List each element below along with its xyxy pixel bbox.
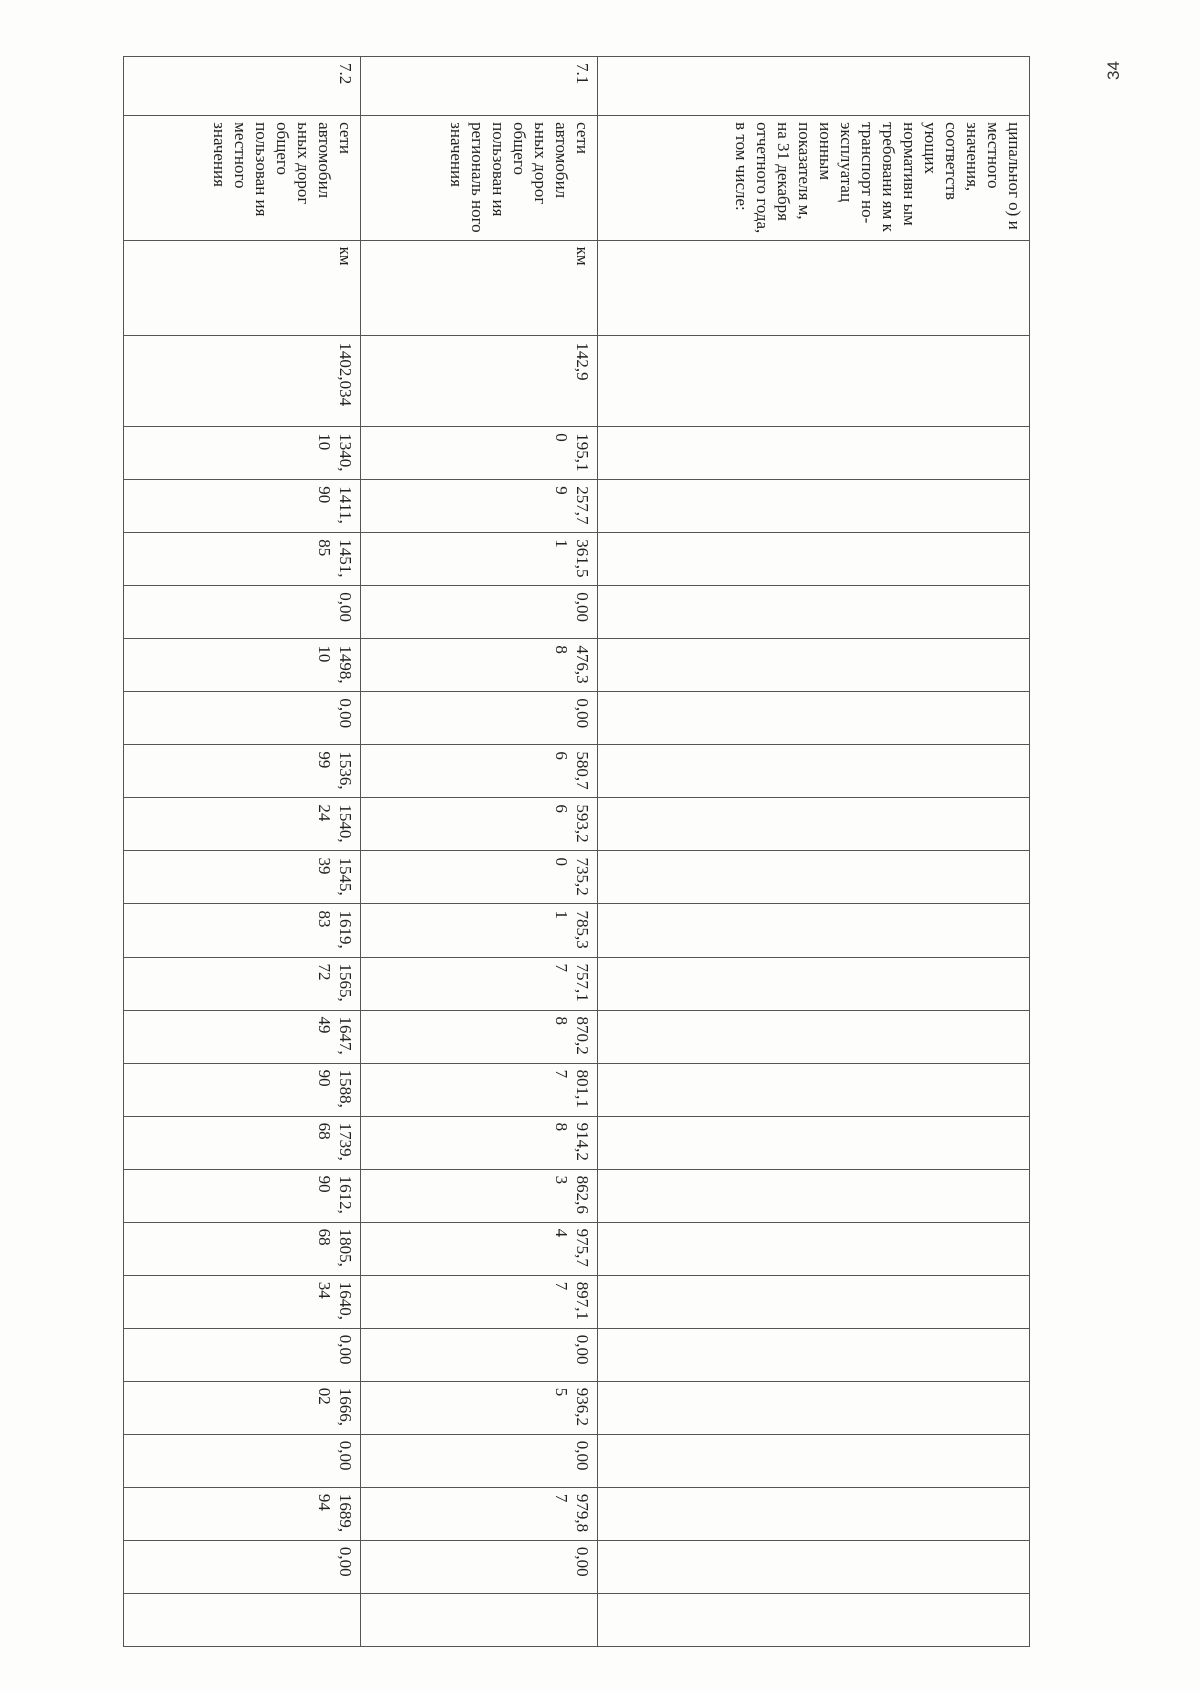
row-value: 801,17 [552, 1069, 592, 1108]
value-cell [361, 1010, 598, 1063]
value-cell [124, 957, 361, 1010]
row-value: 0,00 [336, 1334, 355, 1365]
row-value: 785,31 [552, 910, 592, 949]
value-cell [361, 1381, 598, 1434]
value-cell [598, 1116, 1030, 1169]
value-cell [598, 1010, 1030, 1063]
row-value: 1565,72 [315, 963, 355, 1002]
value-cell [598, 1540, 1030, 1593]
row-value: 580,76 [552, 751, 592, 790]
value-cell [598, 1222, 1030, 1275]
value-cell [598, 639, 1030, 692]
table-row [124, 57, 361, 1647]
value-cell [124, 1169, 361, 1222]
indicators-table [123, 56, 1030, 1647]
row-label: сети автомобил ьных дорог общего пользован ия региональ ного значения [361, 116, 598, 240]
value-cell [124, 1222, 361, 1275]
row-unit: км [124, 240, 361, 336]
row-value: 1647,49 [315, 1016, 355, 1055]
row-value: 476,38 [552, 645, 592, 684]
row-value: 142,9 [573, 342, 592, 381]
value-cell [361, 1593, 598, 1646]
row-value: 0,00 [573, 1334, 592, 1365]
row-value: 897,17 [552, 1281, 592, 1320]
value-cell [598, 586, 1030, 639]
value-cell [124, 336, 361, 427]
value-cell [124, 480, 361, 533]
value-cell [598, 533, 1030, 586]
row-value: 1536,99 [315, 751, 355, 790]
value-cell [124, 1381, 361, 1434]
indicator-label: ципальног о) и местного значения, соответств ующих нормативн ым требовани ям к транспорт но-эксплуатац ионным показателя м, на 31 декабря отчетного года, в том числе: [732, 122, 1024, 234]
value-cell [361, 1540, 598, 1593]
row-value: 1805,68 [315, 1228, 355, 1267]
value-cell [124, 1010, 361, 1063]
row-value: 0,00 [573, 698, 592, 729]
value-cell [124, 1275, 361, 1328]
table-row [361, 57, 598, 1647]
value-cell [124, 639, 361, 692]
row-value: 914,28 [552, 1122, 592, 1161]
value-cell [361, 957, 598, 1010]
value-cell [598, 1381, 1030, 1434]
value-cell [124, 533, 361, 586]
row-value: 1498,10 [315, 645, 355, 684]
row-value: 1588,90 [315, 1069, 355, 1108]
row-value: 0,00 [336, 698, 355, 729]
row-value: 0,00 [573, 1440, 592, 1471]
row-value: 1739,68 [315, 1122, 355, 1161]
row-value: 1402,034 [336, 342, 355, 407]
value-cell [361, 1063, 598, 1116]
row-value: 979,87 [552, 1493, 592, 1533]
value-cell [124, 851, 361, 904]
indicator-label-cell [598, 116, 1030, 240]
value-cell [361, 1116, 598, 1169]
value-cell [124, 798, 361, 851]
value-cell [598, 851, 1030, 904]
value-cell [598, 1434, 1030, 1487]
value-cell [124, 1063, 361, 1116]
value-cell [124, 1540, 361, 1593]
value-cell [598, 1063, 1030, 1116]
value-cell [124, 1116, 361, 1169]
row-value: 0,00 [336, 1440, 355, 1471]
value-cell [361, 427, 598, 480]
row-value: 1451,85 [315, 539, 355, 578]
row-value: 257,79 [552, 486, 592, 525]
page-number: 34 [1104, 61, 1123, 80]
row-value: 1545,39 [315, 857, 355, 896]
value-cell [598, 957, 1030, 1010]
value-cell [124, 586, 361, 639]
value-cell [124, 1434, 361, 1487]
value-cell [598, 1328, 1030, 1381]
value-cell [124, 904, 361, 957]
value-cell [361, 1275, 598, 1328]
value-cell [598, 1593, 1030, 1646]
value-cell [598, 745, 1030, 798]
row-label: сети автомобил ьных дорог общего пользован ия местного значения [124, 116, 361, 240]
value-cell [124, 1487, 361, 1540]
value-cell [124, 1593, 361, 1646]
row-value: 1612,90 [315, 1175, 355, 1214]
value-cell [598, 427, 1030, 480]
row-value: 0,00 [336, 592, 355, 623]
value-cell [598, 692, 1030, 745]
row-value: 757,17 [552, 963, 592, 1002]
row-value: 0,00 [573, 592, 592, 623]
value-cell [361, 586, 598, 639]
row-value: 1540,24 [315, 804, 355, 843]
value-cell [361, 1222, 598, 1275]
code-cell [598, 57, 1030, 116]
value-cell [598, 1275, 1030, 1328]
row-value: 1689,94 [315, 1493, 355, 1533]
value-cell [361, 692, 598, 745]
row-value: 0,00 [336, 1546, 355, 1577]
row-value: 975,74 [552, 1228, 592, 1267]
row-value: 862,63 [552, 1175, 592, 1214]
rotated-sheet [124, 56, 1030, 1646]
value-cell [361, 745, 598, 798]
value-cell [361, 1328, 598, 1381]
row-value: 936,25 [552, 1387, 592, 1426]
row-value: 361,51 [552, 539, 592, 578]
value-cell [124, 745, 361, 798]
row-code: 7.1 [361, 57, 598, 116]
value-cell [124, 692, 361, 745]
value-cell [598, 1487, 1030, 1540]
row-value: 1340,10 [315, 433, 355, 472]
value-cell [598, 480, 1030, 533]
value-cell [361, 1487, 598, 1540]
value-cell [361, 533, 598, 586]
value-cell [361, 1169, 598, 1222]
value-cell [598, 1169, 1030, 1222]
value-cell [598, 904, 1030, 957]
row-code: 7.2 [124, 57, 361, 116]
row-value: 0,00 [573, 1546, 592, 1577]
value-cell [598, 798, 1030, 851]
value-cell [361, 851, 598, 904]
row-value: 1411,90 [315, 486, 355, 524]
row-value: 870,28 [552, 1016, 592, 1055]
value-cell [361, 798, 598, 851]
continuation-row [598, 57, 1030, 1647]
row-value: 195,10 [552, 433, 592, 472]
value-cell [124, 1328, 361, 1381]
row-value: 1640,34 [315, 1281, 355, 1320]
unit-cell [598, 240, 1030, 336]
table-frame [124, 56, 1030, 1646]
value-cell [361, 1434, 598, 1487]
value-cell [361, 480, 598, 533]
value-cell [124, 427, 361, 480]
row-unit: км [361, 240, 598, 336]
row-value: 1619,83 [315, 910, 355, 949]
row-value: 735,20 [552, 857, 592, 896]
value-cell [361, 336, 598, 427]
row-value: 1666,02 [315, 1387, 355, 1426]
value-cell [361, 639, 598, 692]
row-value: 593,26 [552, 804, 592, 843]
value-cell [361, 904, 598, 957]
value-cell [598, 336, 1030, 427]
